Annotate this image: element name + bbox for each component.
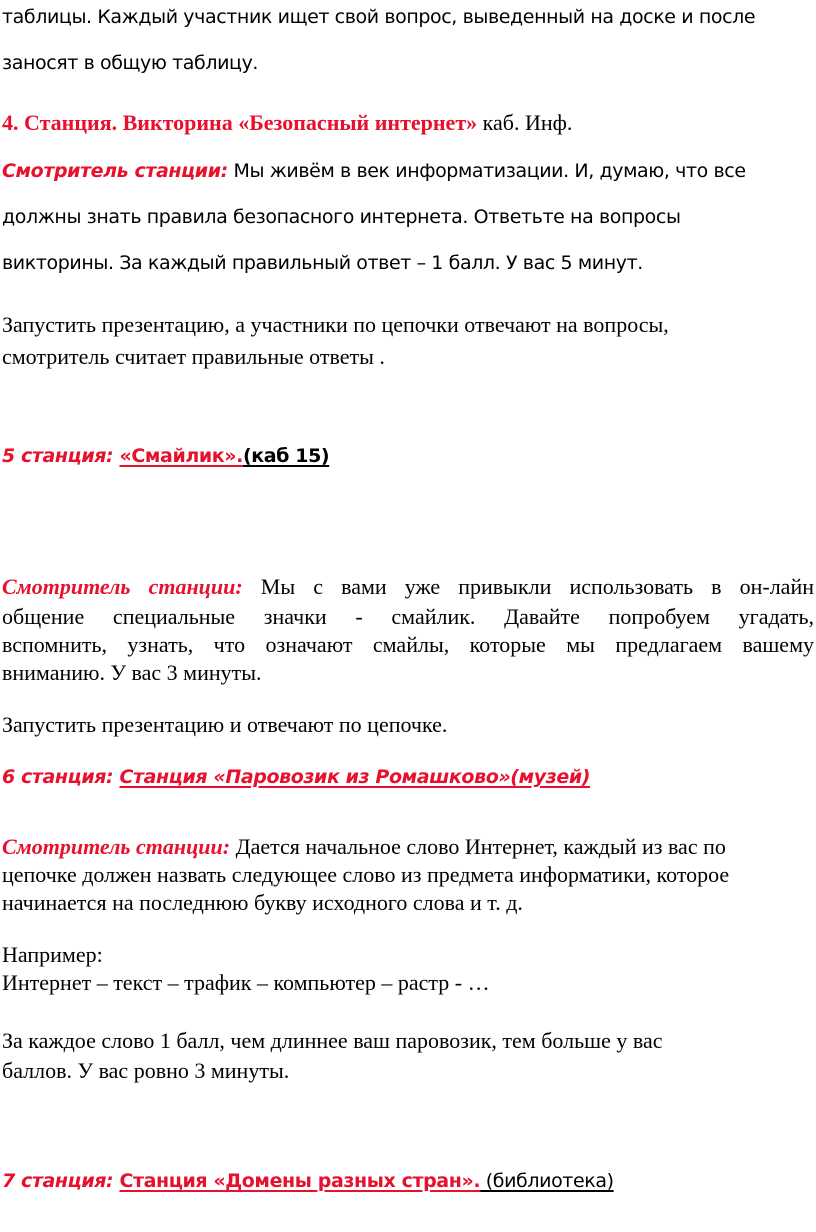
station-7-name: Станция «Домены разных стран». (119, 1170, 481, 1192)
station-6-heading-line (2, 766, 590, 788)
station-4-keeper-label: Смотритель станции: (2, 160, 228, 182)
station-7-heading-line (2, 1170, 614, 1192)
intro-line-1: таблицы. Каждый участник ищет свой вопрос, выведенный на доске и после (2, 6, 756, 28)
station-5-speech-line-1 (2, 574, 814, 600)
station-5-heading-line (2, 445, 329, 467)
station-6-speech-1: Дается начальное слово Интернет, каждый из вас по (230, 834, 726, 859)
station-5-name: «Смайлик». (119, 445, 243, 467)
station-6-example-label: Например: (2, 942, 103, 967)
station-5-keeper-label: Смотритель станции: (2, 574, 243, 599)
station-6-score-line-2: баллов. У вас ровно 3 минуты. (2, 1058, 290, 1083)
station-6-score-line-1: За каждое слово 1 балл, чем длиннее ваш паровозик, тем больше у вас (2, 1028, 663, 1053)
station-6-keeper-label: Смотритель станции: (2, 834, 231, 859)
station-5-speech-line-3: вспомнить, узнать, что означают смайлы, которые мы предлагаем вашему (2, 632, 814, 657)
station-6-speech-line-3: начинается на последнюю букву исходного слова и т. д. (2, 890, 523, 915)
station-5-note: Запустить презентацию и отвечают по цепочке. (2, 712, 448, 737)
station-5-speech-line-4: вниманию. У вас 3 минуты. (2, 660, 262, 685)
station-4-heading-line (2, 110, 572, 136)
station-5-speech-1: Мы с вами уже привыкли использовать в он-лайн (242, 574, 814, 599)
station-6-label: 6 станция: (2, 766, 120, 788)
station-6-speech-line-1 (2, 834, 726, 860)
station-5-speech-line-2: общение специальные значки - смайлик. Давайте попробуем угадать, (2, 604, 814, 629)
station-7-location: (библиотека) (480, 1170, 614, 1192)
station-6-speech-line-2: цепочке должен назвать следующее слово из предмета информатики, которое (2, 862, 730, 887)
station-4-heading: 4. Станция. Викторина «Безопасный интернет» (2, 110, 478, 135)
station-4-speech-1: Мы живём в век информатизации. И, думаю, что все (227, 160, 746, 182)
station-7-label: 7 станция: (2, 1170, 120, 1192)
station-4-note-line-1: Запустить презентацию, а участники по цепочки отвечают на вопросы, (2, 312, 669, 337)
intro-line-2: заносят в общую таблицу. (2, 52, 259, 74)
station-4-speech-line-2: должны знать правила безопасного интернета. Ответьте на вопросы (2, 206, 681, 228)
station-4-speech-line-1 (2, 160, 746, 182)
station-6-example-chain: Интернет – текст – трафик – компьютер – растр - … (2, 970, 490, 995)
station-5-location: (каб 15) (242, 445, 330, 467)
station-4-speech-line-3: викторины. За каждый правильный ответ – 1 балл. У вас 5 минут. (2, 252, 643, 274)
station-4-note-line-2: смотритель считает правильные ответы . (2, 344, 385, 369)
station-5-label: 5 станция: (2, 445, 120, 467)
station-4-location: каб. Инф. (477, 110, 573, 135)
station-6-name: Станция «Паровозик из Ромашково»(музей) (119, 766, 591, 788)
